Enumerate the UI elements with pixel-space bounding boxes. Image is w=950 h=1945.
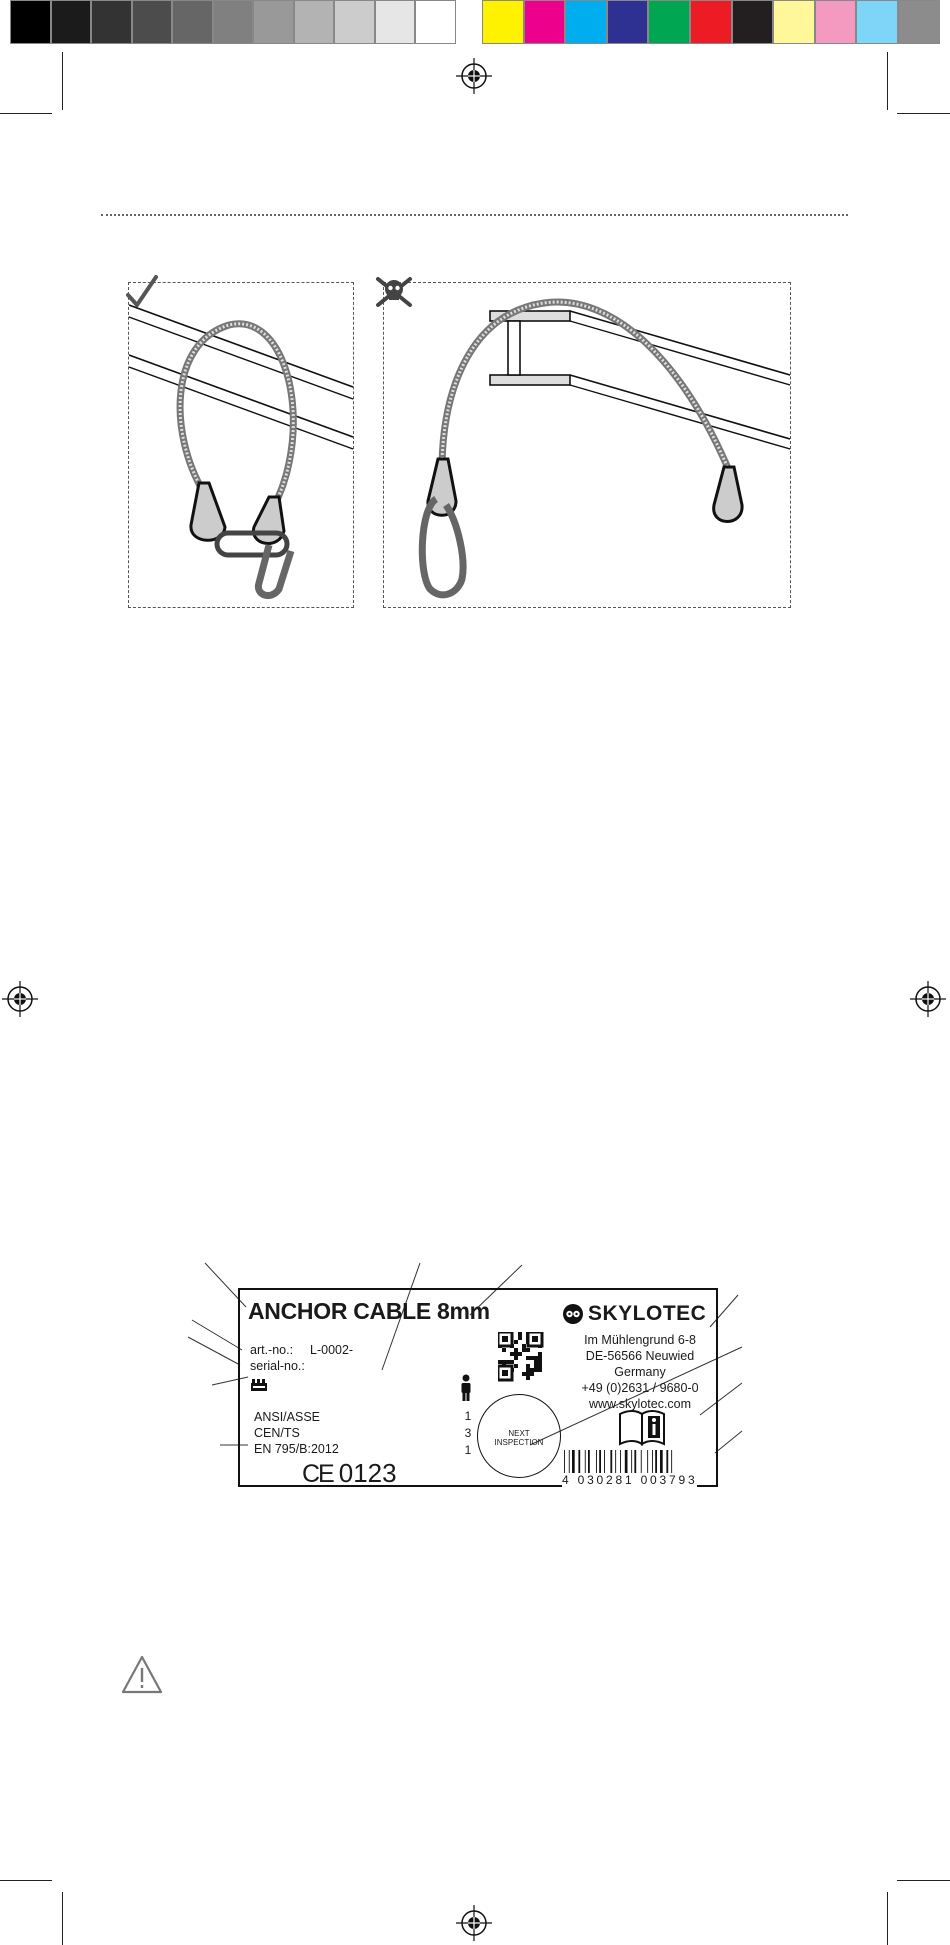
crop-mark [62,52,63,110]
gray-swatch [172,0,213,44]
address-line-1: Im Mühlengrund 6-8 [584,1333,696,1347]
color-swatch [648,0,690,44]
gray-swatch [132,0,173,44]
gray-swatch [334,0,375,44]
gray-swatch [253,0,294,44]
user-count-3: 1 [464,1443,472,1457]
address-line-3: Germany [614,1365,666,1379]
cable-over-i-beam-drawing [384,283,790,607]
color-swatch [732,0,774,44]
gray-swatch [213,0,254,44]
registration-mark-icon [456,58,492,94]
notified-body-number: 0123 [338,1458,397,1488]
cable-around-beam-drawing [129,283,353,607]
color-swatch [898,0,940,44]
standard-3: EN 795/B:2012 [254,1442,339,1456]
manufacture-date-icon [250,1378,268,1392]
gray-swatch [294,0,335,44]
gray-swatch [415,0,456,44]
address-line-5: www.skylotec.com [588,1397,692,1411]
serial-no-label: serial-no.: [250,1359,305,1373]
color-swatch [856,0,898,44]
next-inspection-circle [477,1394,561,1478]
gray-swatch [91,0,132,44]
art-no-value: L-0002- [310,1343,354,1357]
color-swatch [773,0,815,44]
crop-mark [0,1880,52,1881]
next-inspection-text-2: INSPECTION [494,1438,544,1447]
crop-mark [887,1892,888,1945]
warning-triangle-icon [120,1654,164,1696]
color-swatch [607,0,649,44]
color-swatch [565,0,607,44]
registration-mark-icon [2,981,38,1017]
color-swatch [524,0,566,44]
user-count-1: 1 [464,1409,472,1423]
standard-2: CEN/TS [254,1426,300,1440]
user-count-2: 3 [464,1426,472,1440]
address-line-2: DE-56566 Neuwied [585,1349,695,1363]
crop-mark [0,113,52,114]
manufacturer-address [565,1332,715,1412]
section-divider [101,214,848,216]
art-no-label: art.-no.: [250,1343,294,1357]
product-label [238,1288,718,1487]
crop-mark [62,1892,63,1945]
brand-name: SKYLOTEC [588,1302,707,1325]
color-swatch [482,0,524,44]
read-manual-icon [618,1408,666,1446]
standard-1: ANSI/ASSE [254,1410,320,1424]
print-color-bar [10,0,940,44]
ce-marking [302,1458,397,1489]
gray-swatch [375,0,416,44]
gray-swatch [51,0,92,44]
wrong-use-illustration [383,282,791,608]
address-line-4: +49 (0)2631 / 9680-0 [581,1381,699,1395]
qr-code [498,1332,544,1382]
registration-mark-icon [456,1905,492,1941]
label-title: ANCHOR CABLE 8mm [248,1298,490,1324]
crop-mark [887,52,888,110]
skylotec-logo-icon [562,1303,584,1325]
registration-mark-icon [910,981,946,1017]
person-icon [459,1374,473,1402]
crop-mark [897,113,950,114]
crop-mark [897,1880,950,1881]
correct-use-illustration [128,282,354,608]
next-inspection-text-1: NEXT [508,1429,530,1438]
barcode-number: 4 030281 003793 [562,1473,698,1487]
gray-swatch [10,0,51,44]
color-swatch [690,0,732,44]
color-swatch [815,0,857,44]
ce-mark: CE [302,1460,333,1488]
